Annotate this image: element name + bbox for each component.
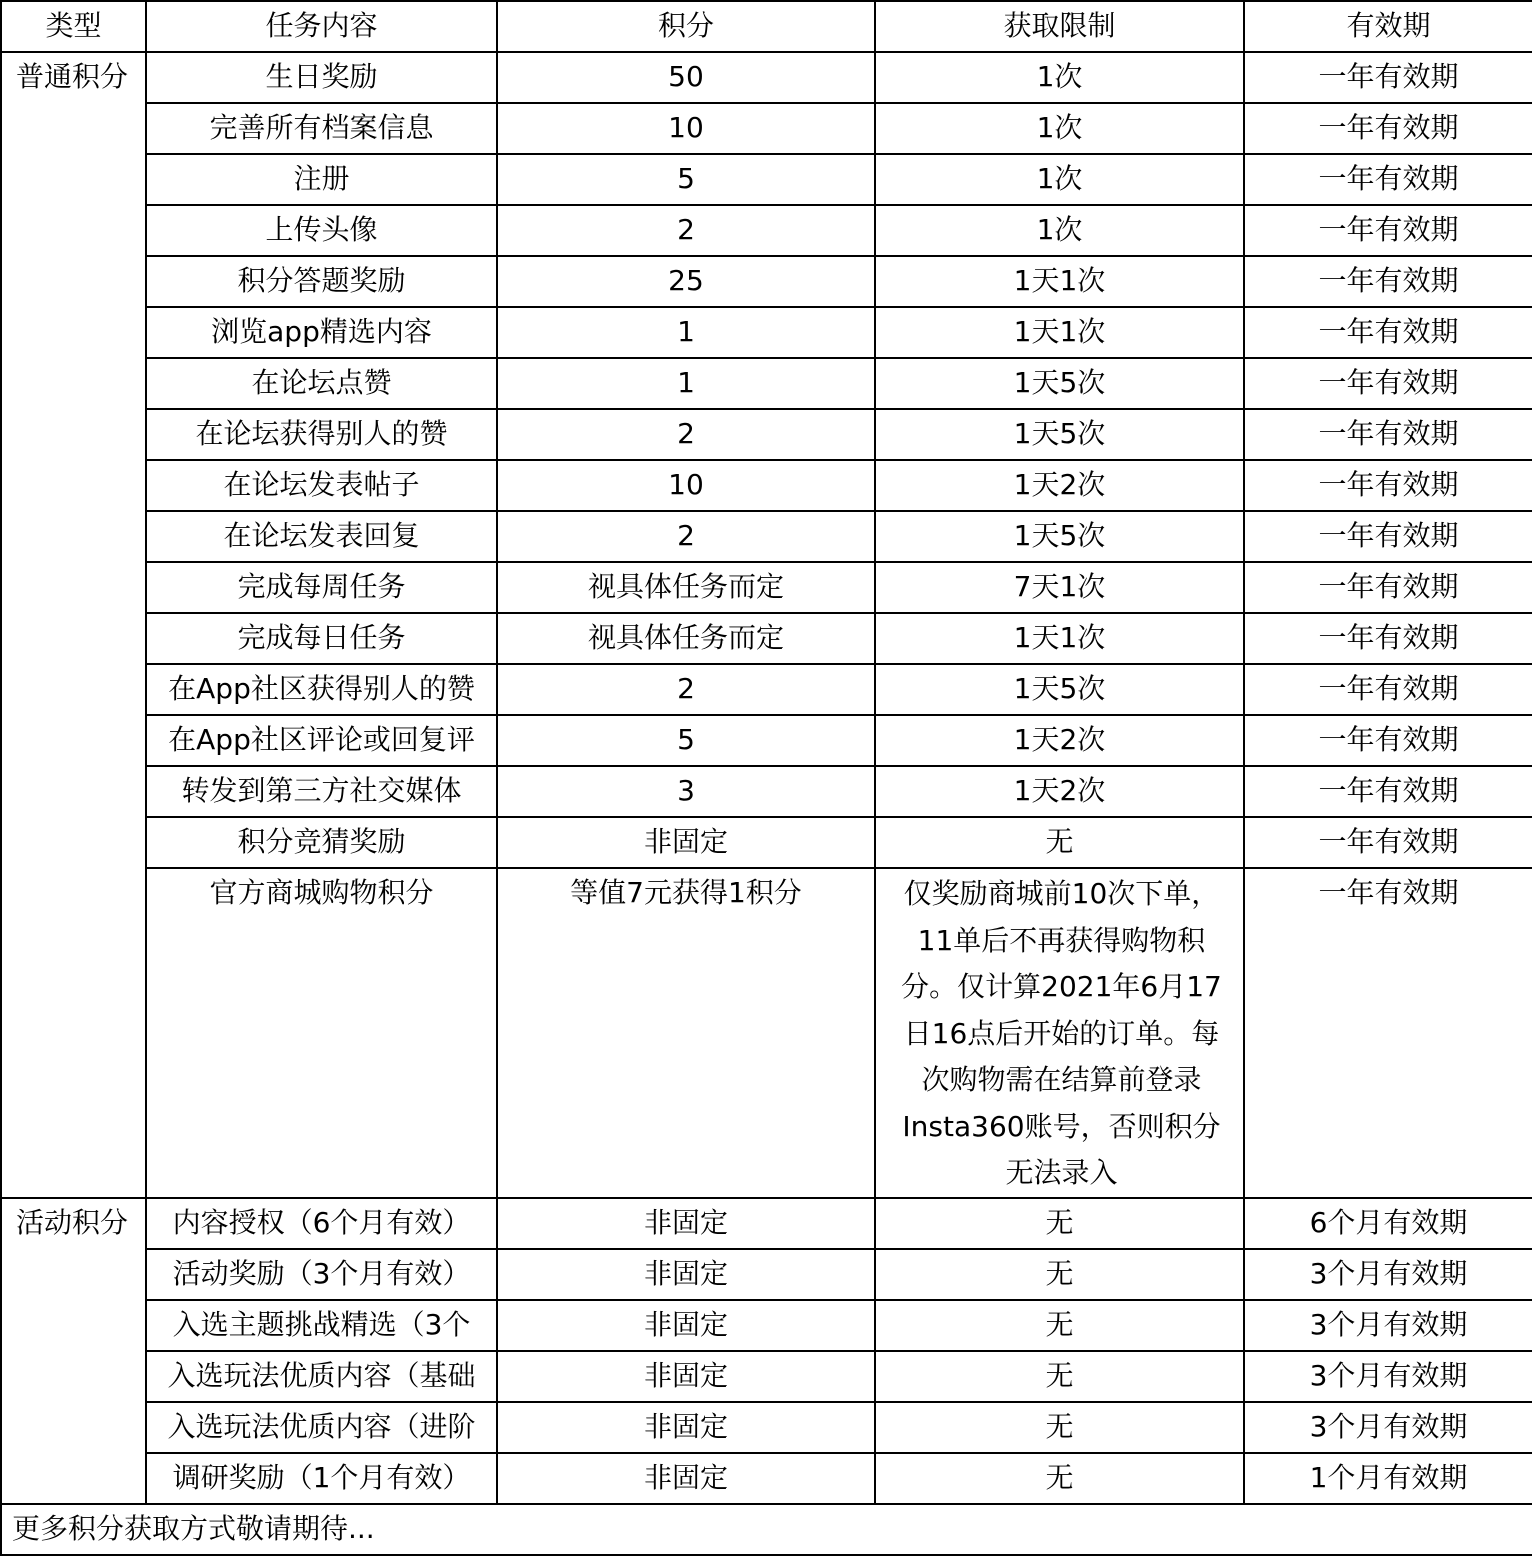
points-cell: 2 (497, 511, 875, 562)
task-cell: 在App社区获得别人的赞 (146, 664, 497, 715)
validity-cell: 一年有效期 (1244, 817, 1532, 868)
limit-cell: 无 (875, 1249, 1244, 1300)
task-cell: 生日奖励 (146, 52, 497, 103)
group-type-cell: 活动积分 (1, 1198, 146, 1504)
task-cell: 入选玩法优质内容（基础 (146, 1351, 497, 1402)
validity-cell: 一年有效期 (1244, 613, 1532, 664)
task-cell: 浏览app精选内容 (146, 307, 497, 358)
limit-cell: 1天1次 (875, 613, 1244, 664)
task-cell: 完成每日任务 (146, 613, 497, 664)
table-row (1, 868, 1532, 1198)
table-row (1, 664, 1532, 715)
table-row (1, 1402, 1532, 1453)
task-cell: 注册 (146, 154, 497, 205)
table-row (1, 256, 1532, 307)
limit-cell: 无 (875, 817, 1244, 868)
validity-cell: 一年有效期 (1244, 358, 1532, 409)
task-cell: 上传头像 (146, 205, 497, 256)
limit-cell: 1天2次 (875, 460, 1244, 511)
limit-cell: 1次 (875, 52, 1244, 103)
header-row (1, 1, 1532, 52)
table-row (1, 52, 1532, 103)
validity-cell: 一年有效期 (1244, 52, 1532, 103)
validity-cell: 3个月有效期 (1244, 1402, 1532, 1453)
task-cell: 在论坛点赞 (146, 358, 497, 409)
points-cell: 非固定 (497, 817, 875, 868)
footer-note: 更多积分获取方式敬请期待... (1, 1504, 1532, 1555)
task-cell: 完善所有档案信息 (146, 103, 497, 154)
task-cell: 官方商城购物积分 (146, 868, 497, 1198)
limit-cell: 1天1次 (875, 307, 1244, 358)
task-cell: 在App社区评论或回复评 (146, 715, 497, 766)
validity-cell: 一年有效期 (1244, 511, 1532, 562)
points-cell: 非固定 (497, 1351, 875, 1402)
limit-cell: 无 (875, 1351, 1244, 1402)
table-row (1, 460, 1532, 511)
task-cell: 入选主题挑战精选（3个 (146, 1300, 497, 1351)
validity-cell: 一年有效期 (1244, 256, 1532, 307)
table-row (1, 1300, 1532, 1351)
validity-cell: 一年有效期 (1244, 409, 1532, 460)
table-row (1, 307, 1532, 358)
table-row (1, 562, 1532, 613)
table-row (1, 103, 1532, 154)
group-type-cell: 普通积分 (1, 52, 146, 1198)
points-cell: 25 (497, 256, 875, 307)
points-cell: 10 (497, 460, 875, 511)
points-cell: 5 (497, 154, 875, 205)
validity-cell: 1个月有效期 (1244, 1453, 1532, 1504)
limit-cell: 1天2次 (875, 766, 1244, 817)
table-row (1, 154, 1532, 205)
points-cell: 非固定 (497, 1198, 875, 1249)
points-cell: 2 (497, 205, 875, 256)
points-cell: 非固定 (497, 1402, 875, 1453)
table-row (1, 613, 1532, 664)
table-row (1, 409, 1532, 460)
validity-cell: 一年有效期 (1244, 868, 1532, 1198)
header-type: 类型 (1, 1, 146, 52)
task-cell: 积分竞猜奖励 (146, 817, 497, 868)
footer-row (1, 1504, 1532, 1555)
points-cell: 2 (497, 409, 875, 460)
header-points: 积分 (497, 1, 875, 52)
task-cell: 活动奖励（3个月有效） (146, 1249, 497, 1300)
table-row (1, 1249, 1532, 1300)
limit-cell: 无 (875, 1300, 1244, 1351)
task-cell: 完成每周任务 (146, 562, 497, 613)
validity-cell: 3个月有效期 (1244, 1351, 1532, 1402)
task-cell: 在论坛获得别人的赞 (146, 409, 497, 460)
task-cell: 调研奖励（1个月有效） (146, 1453, 497, 1504)
task-cell: 在论坛发表回复 (146, 511, 497, 562)
limit-cell: 无 (875, 1402, 1244, 1453)
points-cell: 等值7元获得1积分 (497, 868, 875, 1198)
task-cell: 入选玩法优质内容（进阶 (146, 1402, 497, 1453)
limit-cell: 仅奖励商城前10次下单，11单后不再获得购物积分。仅计算2021年6月17日16点后开始的订单。每次购物需在结算前登录Insta360账号，否则积分无法录入 (875, 868, 1244, 1198)
points-cell: 1 (497, 358, 875, 409)
points-cell: 视具体任务而定 (497, 613, 875, 664)
validity-cell: 一年有效期 (1244, 664, 1532, 715)
task-cell: 在论坛发表帖子 (146, 460, 497, 511)
table-row (1, 205, 1532, 256)
points-cell: 5 (497, 715, 875, 766)
validity-cell: 一年有效期 (1244, 154, 1532, 205)
header-validity: 有效期 (1244, 1, 1532, 52)
limit-cell: 1天5次 (875, 409, 1244, 460)
table-row (1, 715, 1532, 766)
table-row (1, 1351, 1532, 1402)
table-row (1, 766, 1532, 817)
limit-cell: 1天5次 (875, 358, 1244, 409)
table-row (1, 1198, 1532, 1249)
table-row (1, 358, 1532, 409)
points-cell: 3 (497, 766, 875, 817)
task-cell: 转发到第三方社交媒体 (146, 766, 497, 817)
validity-cell: 一年有效期 (1244, 103, 1532, 154)
limit-cell: 无 (875, 1198, 1244, 1249)
header-task: 任务内容 (146, 1, 497, 52)
validity-cell: 一年有效期 (1244, 307, 1532, 358)
validity-cell: 6个月有效期 (1244, 1198, 1532, 1249)
header-limit: 获取限制 (875, 1, 1244, 52)
validity-cell: 一年有效期 (1244, 715, 1532, 766)
points-cell: 非固定 (497, 1453, 875, 1504)
task-cell: 积分答题奖励 (146, 256, 497, 307)
table-row (1, 817, 1532, 868)
table-row (1, 511, 1532, 562)
validity-cell: 一年有效期 (1244, 205, 1532, 256)
validity-cell: 3个月有效期 (1244, 1300, 1532, 1351)
limit-cell: 1次 (875, 154, 1244, 205)
table-row (1, 1453, 1532, 1504)
limit-cell: 1天5次 (875, 511, 1244, 562)
points-cell: 非固定 (497, 1249, 875, 1300)
limit-cell: 7天1次 (875, 562, 1244, 613)
validity-cell: 3个月有效期 (1244, 1249, 1532, 1300)
limit-cell: 1次 (875, 205, 1244, 256)
points-cell: 视具体任务而定 (497, 562, 875, 613)
points-cell: 非固定 (497, 1300, 875, 1351)
limit-cell: 1天1次 (875, 256, 1244, 307)
limit-cell: 1天5次 (875, 664, 1244, 715)
limit-cell: 1次 (875, 103, 1244, 154)
validity-cell: 一年有效期 (1244, 562, 1532, 613)
limit-cell: 1天2次 (875, 715, 1244, 766)
points-cell: 50 (497, 52, 875, 103)
points-cell: 10 (497, 103, 875, 154)
limit-cell: 无 (875, 1453, 1244, 1504)
points-cell: 1 (497, 307, 875, 358)
validity-cell: 一年有效期 (1244, 766, 1532, 817)
validity-cell: 一年有效期 (1244, 460, 1532, 511)
points-cell: 2 (497, 664, 875, 715)
task-cell: 内容授权（6个月有效） (146, 1198, 497, 1249)
